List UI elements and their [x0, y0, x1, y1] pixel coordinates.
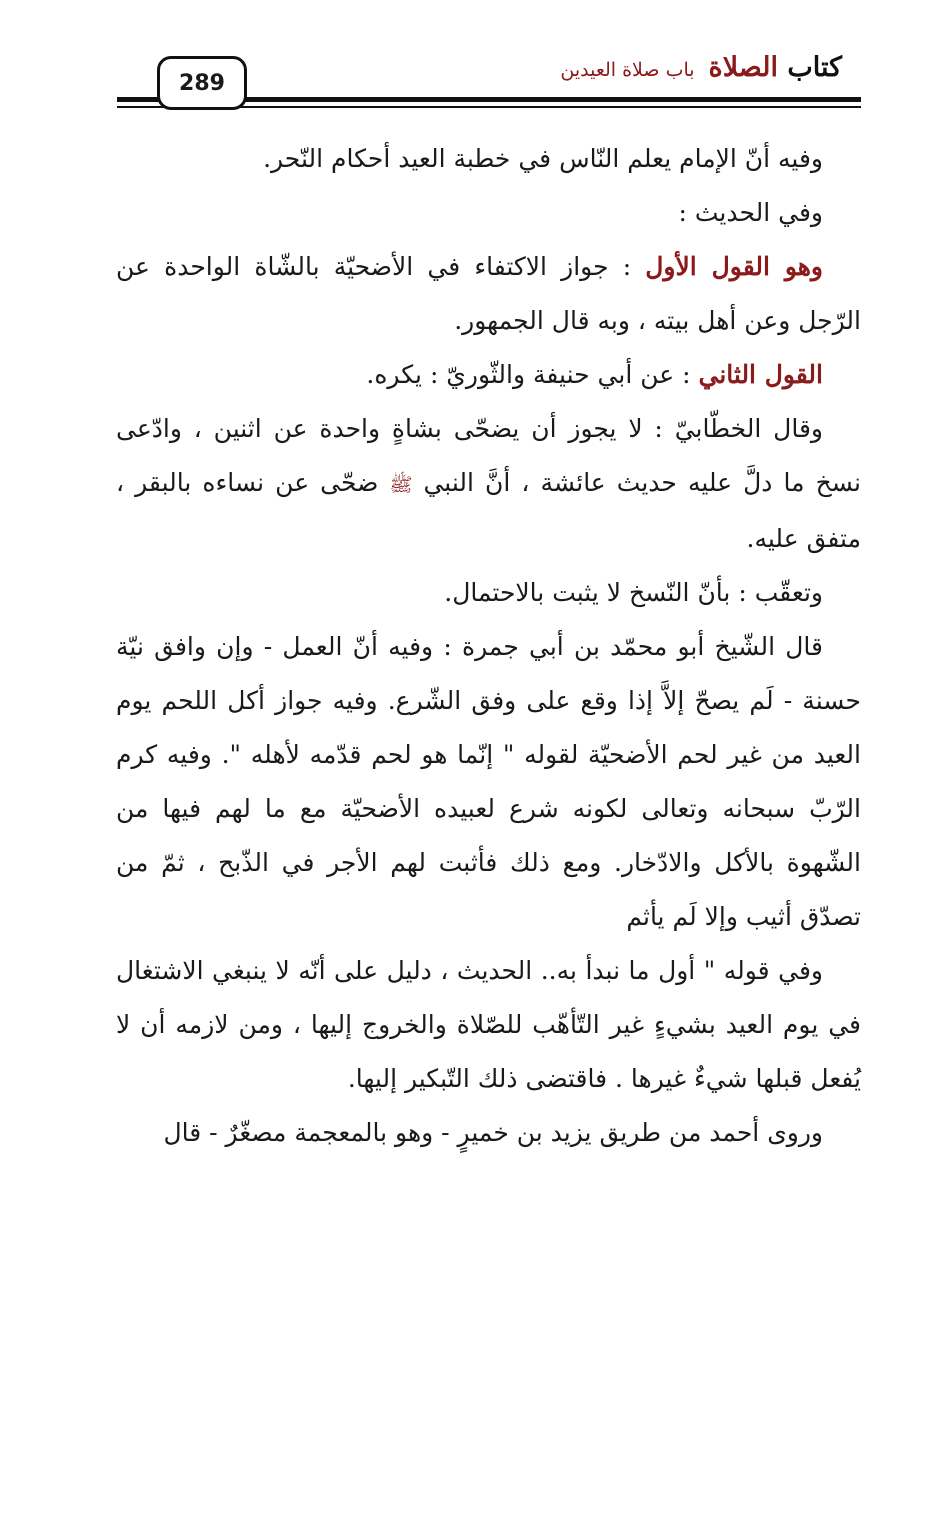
second-opinion-term: القول الثاني: [698, 360, 823, 389]
running-head: [560, 52, 842, 83]
paragraph-5-part-b: ضحّى عن نساءه بالبقر ، متفق عليه.: [116, 468, 861, 553]
page-number: 289: [179, 70, 225, 96]
book-title-part1: كتاب: [777, 52, 842, 83]
paragraph-2: وفي الحديث :: [678, 198, 823, 227]
first-opinion-text: : جواز الاكتفاء في الأضحيّة بالشّاة الواحدة عن الرّجل وعن أهل بيته ، وبه قال الجمهور.: [116, 252, 861, 335]
book-title: [709, 52, 842, 83]
page-number-box: [157, 56, 247, 110]
paragraph-7: قال الشّيخ أبو محمّد بن أبي جمرة : وفيه أنّ العمل - وإن وافق نيّة حسنة - لَم يصحّ إلاَّ إذا وقع على وفق الشّرع. وفيه جواز أكل اللحم يوم العيد من غير لحم الأضحيّة لقوله " إنّما هو لحم قدّمه لأهله ". وفيه كرم الرّبّ سبحانه وتعالى لكونه شرع لعبيده الأضحيّة مع ما لهم فيها من الشّهوة بالأكل والادّخار. ومع ذلك فأثبت لهم الأجر في الذّبح ، ثمّ من تصدّق أثيب وإلا لَم يأثم: [116, 632, 861, 931]
paragraph-6: وتعقّب : بأنّ النّسخ لا يثبت بالاحتمال.: [444, 578, 823, 607]
first-opinion-term: وهو القول الأول: [645, 252, 823, 281]
page-header: [0, 0, 945, 120]
book-title-part2: الصلاة: [708, 52, 778, 83]
second-opinion-text: : عن أبي حنيفة والثّوريّ : يكره.: [366, 360, 699, 389]
paragraph-4: [116, 348, 861, 402]
paragraph-3: [116, 240, 861, 348]
honorific-glyph: ﷺ: [389, 474, 413, 496]
paragraph-1: وفيه أنّ الإمام يعلم النّاس في خطبة العيد أحكام النّحر.: [263, 144, 823, 173]
paragraph-5: [116, 402, 861, 566]
paragraph-5-part-a: وقال الخطّابيّ : لا يجوز أن يضحّى بشاةٍ واحدة عن اثنين ، وادّعى نسخ ما دلَّ عليه حديث عائشة ، أنَّ النبي: [116, 414, 861, 497]
page-body: [116, 132, 861, 1160]
chapter-title: باب صلاة العيدين: [560, 59, 695, 81]
paragraph-9: وروى أحمد من طريق يزيد بن خميرٍ - وهو بالمعجمة مصغّرٌ - قال: [163, 1118, 823, 1147]
paragraph-8: وفي قوله " أول ما نبدأ به.. الحديث ، دليل على أنّه لا ينبغي الاشتغال في يوم العيد بشيءٍ غير التّأهّب للصّلاة والخروج إليها ، ومن لازمه أن لا يُفعل قبلها شيءٌ غيرها . فاقتضى ذلك التّبكير إليها.: [116, 956, 861, 1093]
